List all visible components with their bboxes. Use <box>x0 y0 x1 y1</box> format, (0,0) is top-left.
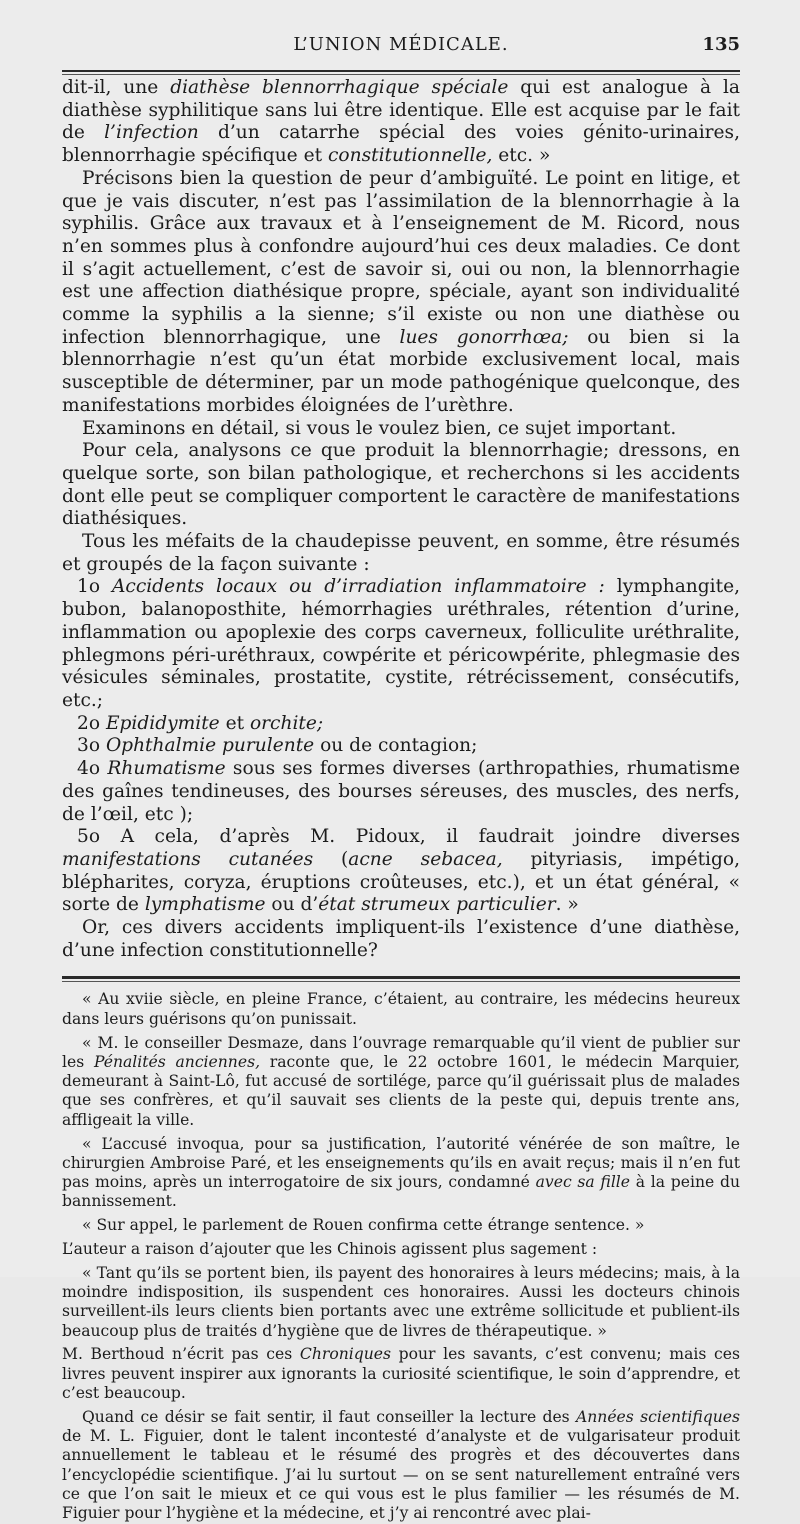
paragraph: M. Berthoud n’écrit pas ces Chroniques pour les savants, c’est convenu; mais ces livres peuvent inspirer aux ignorants la curiosité scientifique, le soin d’apprendre, et c’est beaucoup. <box>62 1345 740 1403</box>
list-item: 4o Rhumatisme sous ses formes diverses (arthropathies, rhumatisme des gaînes tendineuses, des bourses séreuses, des muscles, des nerfs, de l’œil, etc ); <box>62 758 741 825</box>
page-header <box>62 0 740 66</box>
list-item: 5o A cela, d’après M. Pidoux, il faudrait joindre diverses manifestations cutanées (acne sebacea, pityriasis, impétigo, blépharites, coryza, éruptions croûteuses, etc.), et un état général, « sorte de lymphatisme ou d’état strumeux particulier. » <box>62 826 740 916</box>
section-separator <box>62 976 740 982</box>
paragraph: Quand ce désir se fait sentir, il faut conseiller la lecture des Années scientifiques de M. L. Figuier, dont le talent incontesté d’analyste et de vulgarisateur produit annuellement le tableau et le résumé des progrès et des découvertes dans l’encyclopédie scientifique. J’ai lu surtout — on se sent naturellement entraîné vers ce que l’on sait le mieux et ce qui vous est le plus familier — les résumés de M. Figuier pour l’hygiène et la médecine, et j’y ai rencontré avec plai- <box>62 1407 740 1523</box>
running-title: L’UNION MÉDICALE. <box>293 34 509 55</box>
paragraph: Pour cela, analysons ce que produit la blennorrhagie; dressons, en quelque sorte, son bilan pathologique, et recherchons si les accidents dont elle peut se compliquer comportent le caractère de manifestations diathésiques. <box>62 440 740 530</box>
page-number: 135 <box>702 34 740 55</box>
header-rule <box>62 70 740 72</box>
main-text <box>62 77 740 962</box>
paragraph: Précisons bien la question de peur d’ambiguïté. Le point en litige, et que je vais discuter, n’est pas l’assimilation de la blennorrhagie à la syphilis. Grâce aux travaux et à l’enseignement de M. Ricord, nous n’en sommes plus à confondre aujourd’hui ces deux maladies. Ce dont il s’agit actuellement, c’est de savoir si, oui ou non, la blennorrhagie est une affection diathésique propre, spéciale, ayant son individualité comme la syphilis a la sienne; s’il existe ou non une diathèse ou infection blennorrhagique, une lues gonorrhœa; ou bien si la blennorrhagie n’est qu’un état morbide exclusivement local, mais susceptible de déterminer, par un mode pathogénique quelconque, des manifestations morbides éloignées de l’urèthre. <box>62 167 740 416</box>
list-item: 3o Ophthalmie purulente ou de contagion; <box>77 735 478 757</box>
paragraph: dit-il, une diathèse blennorrhagique spéciale qui est analogue à la diathèse syphilitique sans lui être identique. Elle est acquise par le fait de l’infection d’un catarrhe spécial des voies génito-urinaires, blennorrhagie spécifique et constitutionnelle, etc. » <box>62 77 740 167</box>
paragraph: Or, ces divers accidents impliquent-ils l’existence d’une diathèse, d’une infection constitutionnelle? <box>62 917 740 961</box>
list-item: 2o Epididymite et orchite; <box>77 712 324 734</box>
header-rule-thin <box>62 74 740 75</box>
paragraph: « Sur appel, le parlement de Rouen confirma cette étrange sentence. » <box>82 1216 645 1235</box>
list-item: 1o Accidents locaux ou d’irradiation inflammatoire : lymphangite, bubon, balanoposthite, hémorrhagies uréthrales, rétention d’urine, inflammation ou apoplexie des corps caverneux, folliculite uréthralite, phlegmons péri-uréthraux, cowpérite et péricowpérite, phlegmasie des vésicules séminales, prostatite, cystite, rétrécissement, consécutifs, etc.; <box>62 576 741 711</box>
paragraph: Tous les méfaits de la chaudepisse peuvent, en somme, être résumés et groupés de la façon suivante : <box>62 531 740 575</box>
feuilleton-text <box>62 990 740 1523</box>
paragraph: « Au xviie siècle, en pleine France, c’étaient, au contraire, les médecins heureux dans leurs guérisons qu’on punissait. <box>62 990 740 1028</box>
paragraph: « L’accusé invoqua, pour sa justification, l’autorité vénérée de son maître, le chirurgien Ambroise Paré, et les enseignements qu’ils en avait reçus; mais il n’en fut pas moins, après un interrogatoire de six jours, condamné avec sa fille à la peine du bannissement. <box>62 1134 740 1211</box>
paragraph: « M. le conseiller Desmaze, dans l’ouvrage remarquable qu’il vient de publier sur les Pénalités anciennes, raconte que, le 22 octobre 1601, le médecin Marquier, demeurant à Saint-Lô, fut accusé de sortilége, parce qu’il guérissait plus de malades que ses confrères, et qu’il sauvait ses clients de la peste qui, depuis trente ans, affligeait la ville. <box>62 1033 741 1129</box>
paragraph: L’auteur a raison d’ajouter que les Chinois agissent plus sagement : <box>62 1239 598 1258</box>
paragraph: « Tant qu’ils se portent bien, ils payent des honoraires à leurs médecins; mais, à la moindre indisposition, ils suspendent ces honoraires. Aussi les docteurs chinois surveillent-ils leurs clients bien portants avec une extrême sollicitude et publient-ils beaucoup plus de traités d’hygiène que de livres de thérapeutique. » <box>62 1263 740 1340</box>
paragraph: Examinons en détail, si vous le voulez bien, ce sujet important. <box>82 417 677 439</box>
